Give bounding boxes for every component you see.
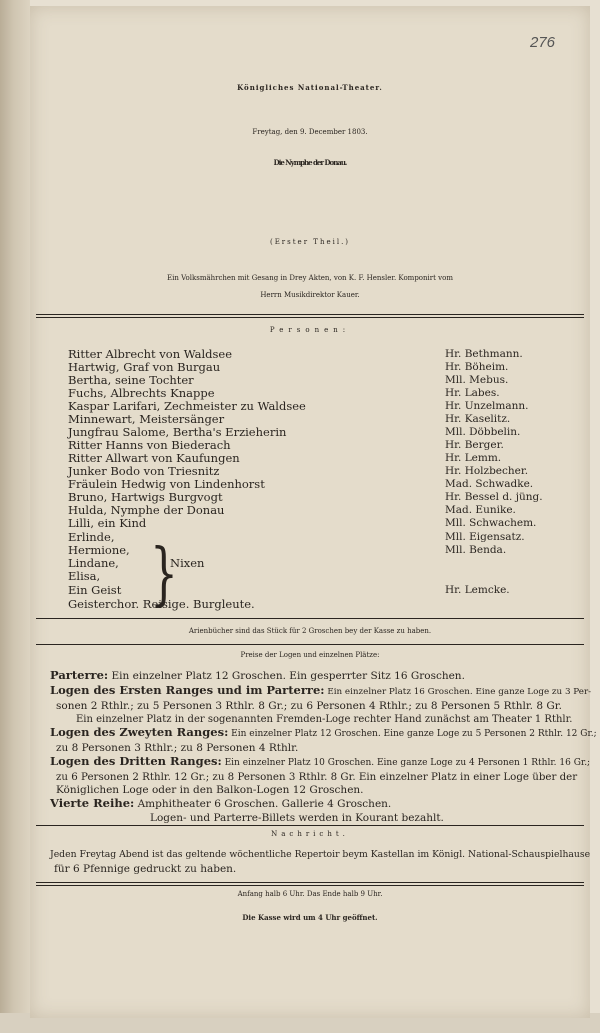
cast-actor: Mll. Döbbelin. (445, 426, 521, 438)
cast-role: Jungfrau Salome, Bertha's Erzieherin (68, 425, 287, 439)
play-subtitle: (Erster Theil.) (269, 238, 351, 246)
cast-actor: Hr. Kaselitz. (445, 413, 511, 425)
price-text: zu 6 Personen 2 Rthlr. 12 Gr.; zu 8 Personen 3 Rthlr. 8 Gr. Ein einzelner Platz in einer Loge über der (56, 771, 578, 783)
price-line (50, 796, 391, 810)
nachricht-line2: für 6 Pfennige gedruckt zu haben. (54, 863, 237, 875)
cast-actor: Hr. Bethmann. (445, 348, 523, 360)
nixen-brace: } (150, 534, 178, 614)
cast-actor: Hr. Lemcke. (445, 584, 510, 596)
cast-extras: Geisterchor. Reisige. Burgleute. (68, 597, 255, 611)
play-description-line1: Ein Volksmährchen mit Gesang in Drey Akten, von K. F. Hensler. Komponirt vom (167, 274, 453, 282)
price-text: Logen- und Parterre-Billets werden in Kourant bezahlt. (150, 812, 444, 824)
prices-heading: Preise der Logen und einzelnen Plätze: (240, 651, 380, 659)
performance-date: Freytag, den 9. December 1803. (252, 128, 368, 136)
price-line (50, 683, 591, 697)
cast-actor: Hr. Berger. (445, 439, 504, 451)
price-label: Vierte Reihe: (50, 796, 135, 810)
divider (36, 882, 584, 886)
cast-heading: Personen: (269, 326, 351, 334)
box-office-note: Die Kasse wird um 4 Uhr geöffnet. (242, 913, 378, 922)
cast-role: Bruno, Hartwigs Burgvogt (68, 490, 223, 504)
cast-role: Fuchs, Albrechts Knappe (68, 386, 215, 400)
cast-role: Minnewart, Meistersänger (68, 412, 225, 426)
playbill-sheet (30, 6, 597, 1018)
play-title: Die Nymphe der Donau. (273, 157, 347, 168)
paper-left-edge (0, 0, 30, 1033)
price-label: Logen des Zweyten Ranges: (50, 725, 229, 739)
price-text: Ein einzelner Platz 10 Groschen. Eine ganze Loge zu 4 Personen 1 Rthlr. 16 Gr.; (221, 758, 591, 768)
price-text: Ein einzelner Platz in der sogenannten Fremden-Loge rechter Hand zunächst am Theater 1 Rthlr. (76, 714, 573, 725)
archive-number: 276 (530, 34, 556, 51)
divider (36, 825, 584, 826)
nixe-name: Lindane, (68, 556, 119, 570)
divider (36, 314, 584, 318)
cast-role: Hartwig, Graf von Burgau (68, 360, 221, 374)
arien-note: Arienbücher sind das Stück für 2 Groschen bey der Kasse zu haben. (188, 627, 432, 635)
cast-role: Lilli, ein Kind (68, 516, 147, 530)
price-label: Parterre: (50, 668, 109, 682)
cast-role: Fräulein Hedwig von Lindenhorst (68, 477, 265, 491)
cast-role: Bertha, seine Tochter (68, 373, 194, 387)
price-line (150, 810, 444, 824)
cast-role: Junker Bodo von Triesnitz (68, 464, 220, 478)
price-line (56, 782, 364, 796)
nachricht-line1: Jeden Freytag Abend ist das geltende wöchentliche Repertoir beym Kastellan im Königl. National-Schauspielhause (50, 849, 591, 860)
nixen-label: Nixen (170, 556, 205, 570)
price-text: zu 8 Personen 3 Rthlr.; zu 8 Personen 4 Rthlr. (56, 742, 299, 754)
cast-role: Ein Geist (68, 583, 122, 597)
cast-actor: Hr. Holzbecher. (445, 465, 529, 477)
cast-actor: Hr. Lemm. (445, 452, 502, 464)
price-line (50, 754, 590, 768)
cast-role: Ritter Allwart von Kaufungen (68, 451, 240, 465)
price-line (56, 698, 562, 712)
price-text: Ein einzelner Platz 16 Groschen. Eine ganze Loge zu 3 Per- (324, 687, 592, 697)
price-line (50, 725, 597, 739)
nixe-name: Erlinde, (68, 530, 115, 544)
cast-actor: Mll. Mebus. (445, 374, 509, 386)
nixe-name: Hermione, (68, 543, 130, 557)
price-text: Amphitheater 6 Groschen. Gallerie 4 Groschen. (134, 798, 392, 810)
cast-actor: Hr. Labes. (445, 387, 500, 399)
start-time: Anfang halb 6 Uhr. Das Ende halb 9 Uhr. (237, 890, 383, 898)
cast-role: Ritter Hanns von Biederach (68, 438, 231, 452)
cast-actor: Mll. Schwachem. (445, 517, 537, 529)
cast-role: Ritter Albrecht von Waldsee (68, 347, 233, 361)
price-line (56, 740, 298, 754)
price-line (50, 668, 465, 682)
cast-actor: Mad. Schwadke. (445, 478, 534, 490)
cast-role: Kaspar Larifari, Zechmeister zu Waldsee (68, 399, 306, 413)
cast-actor: Hr. Böheim. (445, 361, 509, 373)
divider (36, 644, 584, 645)
cast-role: Hulda, Nymphe der Donau (68, 503, 225, 517)
cast-actor: Hr. Bessel d. jüng. (445, 491, 543, 503)
cast-actor: Hr. Unzelmann. (445, 400, 529, 412)
price-label: Logen des Ersten Ranges und im Parterre: (50, 683, 325, 697)
price-text: Königlichen Loge oder in den Balkon-Logen 12 Groschen. (56, 784, 364, 796)
divider (36, 618, 584, 619)
play-description-line2: Herrn Musikdirektor Kauer. (260, 291, 360, 299)
nixe-name: Elisa, (68, 569, 101, 583)
cast-actor: Mll. Benda. (445, 544, 507, 556)
price-text: Ein einzelner Platz 12 Groschen. Ein gesperrter Sitz 16 Groschen. (108, 670, 465, 682)
price-label: Logen des Dritten Ranges: (50, 754, 222, 768)
theater-name: Königliches National-Theater. (237, 83, 383, 92)
price-line (76, 711, 572, 725)
cast-actor: Mad. Eunike. (445, 504, 516, 516)
price-text: sonen 2 Rthlr.; zu 5 Personen 3 Rthlr. 8 Gr.; zu 6 Personen 4 Rthlr.; zu 8 Personen 5 Rthlr. 8 Gr. (56, 700, 562, 712)
price-line (56, 769, 577, 783)
nachricht-heading: Nachricht. (271, 830, 349, 838)
cast-actor: Mll. Eigensatz. (445, 531, 525, 543)
price-text: Ein einzelner Platz 12 Groschen. Eine ganze Loge zu 5 Personen 2 Rthlr. 12 Gr.; (228, 729, 597, 739)
